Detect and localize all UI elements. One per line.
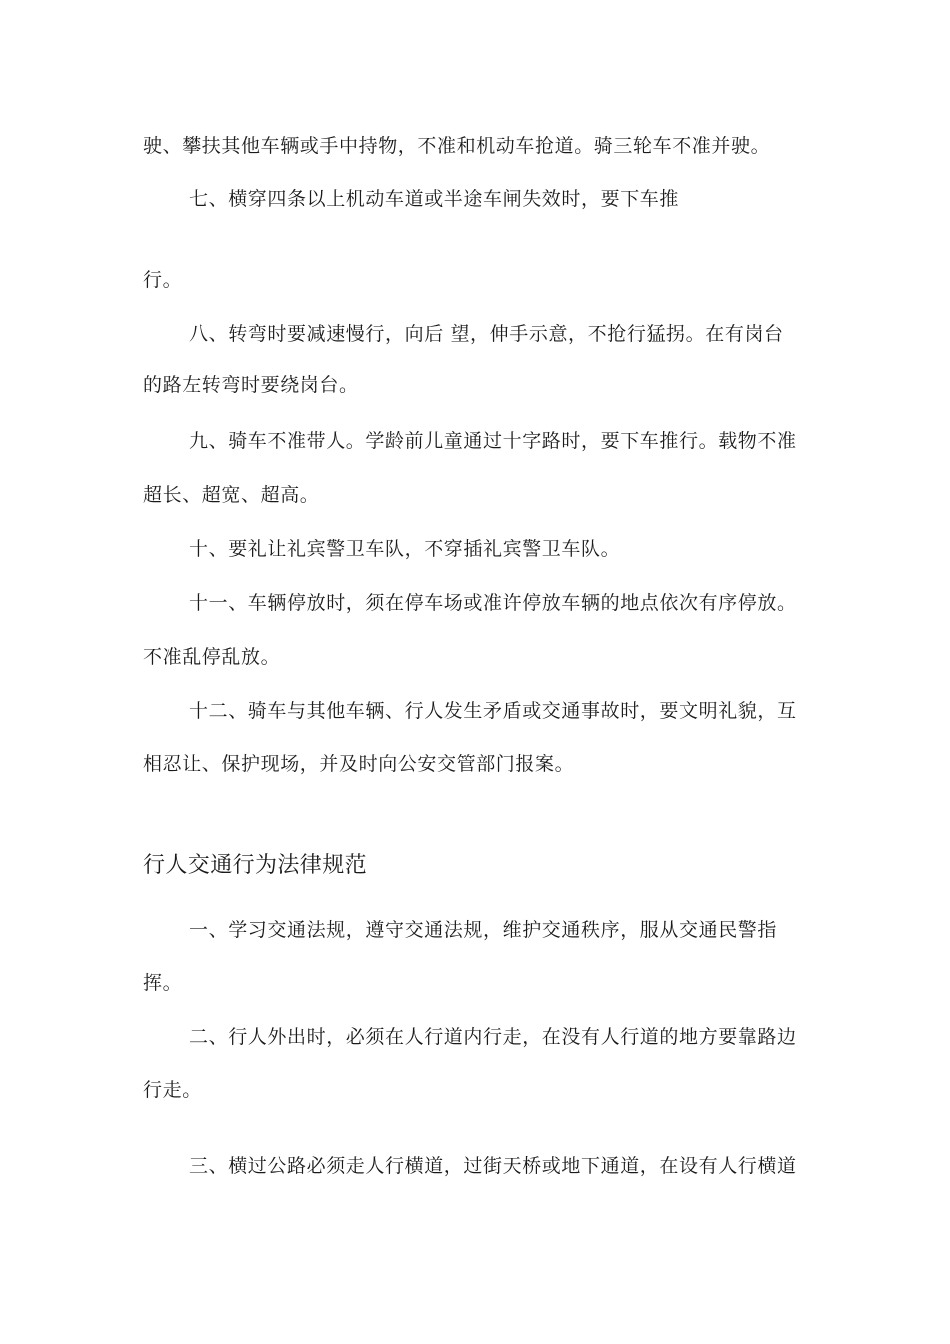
- paragraph-line: 七、横穿四条以上机动车道或半途车闸失效时，要下车推: [189, 188, 680, 210]
- paragraph-line: 九、骑车不准带人。学龄前儿童通过十字路时，要下车推行。载物不准: [189, 430, 797, 452]
- paragraph-line: 行走。: [143, 1079, 202, 1101]
- paragraph-line: 十、要礼让礼宾警卫车队，不穿插礼宾警卫车队。: [189, 538, 621, 560]
- paragraph-line: 一、学习交通法规，遵守交通法规，维护交通秩序，服从交通民警指: [189, 919, 778, 941]
- paragraph-line: 不准乱停乱放。: [143, 646, 281, 668]
- paragraph-line: 三、横过公路必须走人行横道，过街天桥或地下通道，在设有人行横道: [189, 1155, 797, 1177]
- section-heading: 行人交通行为法律规范: [143, 853, 368, 878]
- paragraph-line: 行。: [143, 269, 183, 291]
- paragraph-line: 十一、车辆停放时，须在停车场或准许停放车辆的地点依次有序停放。: [189, 592, 797, 614]
- paragraph-line: 十二、骑车与其他车辆、行人发生矛盾或交通事故时，要文明礼貌，互: [189, 700, 797, 722]
- paragraph-line: 八、转弯时要减速慢行，向后 望，伸手示意，不抢行猛拐。在有岗台: [189, 323, 784, 345]
- paragraph-line: 的路左转弯时要绕岗台。: [143, 374, 359, 396]
- paragraph-line: 二、行人外出时，必须在人行道内行走，在没有人行道的地方要靠路边: [189, 1026, 797, 1048]
- paragraph-line: 驶、攀扶其他车辆或手中持物，不准和机动车抢道。骑三轮车不准并驶。: [143, 135, 771, 157]
- paragraph-line: 超长、超宽、超高。: [143, 484, 320, 506]
- paragraph-line: 相忍让、保护现场，并及时向公安交管部门报案。: [143, 753, 575, 775]
- paragraph-line: 挥。: [143, 972, 183, 994]
